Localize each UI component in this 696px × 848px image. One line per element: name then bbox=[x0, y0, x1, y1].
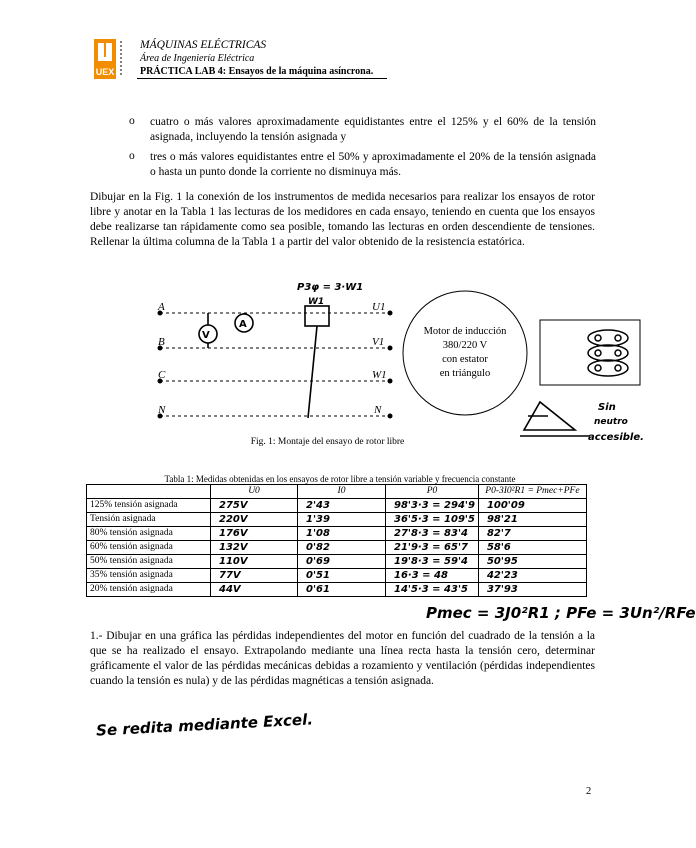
wattmeter-label: W1 bbox=[308, 297, 325, 307]
note-line-2: neutro bbox=[594, 417, 628, 427]
motor-line-3: con estator bbox=[442, 354, 488, 365]
ammeter-label: A bbox=[239, 319, 247, 330]
table-cell: 220V bbox=[211, 513, 298, 527]
handwritten-formula: Pmec = 3J0²R1 ; PFe = 3Un²/RFe bbox=[426, 604, 696, 622]
table-cell: 1'08 bbox=[298, 527, 386, 541]
label-b: B bbox=[158, 336, 165, 348]
table-row bbox=[87, 541, 587, 555]
terminal-box bbox=[540, 320, 640, 385]
table-row bbox=[87, 499, 587, 513]
bullet-marker-1: o bbox=[129, 115, 135, 127]
paragraph-instructions: Dibujar en la Fig. 1 la conexión de los instrumentos de medida necesarios para realizar los ensayos de rotor libre y anotar en la Tabla 1 las lecturas de los medidores en cada ensayo, teniendo en cuenta que los ensayos debe realizarse tan rápidamente como sea posible, tomando las lecturas en orden descendiente de tensiones. Rellenar la última columna de la Tabla 1 a partir del valor obtenido de la resistencia estatórica. bbox=[90, 191, 595, 248]
table-caption: Tabla 1: Medidas obtenidas en los ensayos de rotor libre a tensión variable y frecuencia constante bbox=[164, 474, 516, 484]
table-header: I0 bbox=[298, 485, 386, 499]
table-cell: 77V bbox=[211, 569, 298, 583]
table-cell: 44V bbox=[211, 583, 298, 597]
table-cell: 50'95 bbox=[478, 555, 586, 569]
table-cell: 0'82 bbox=[298, 541, 386, 555]
table-cell: 60% tensión asignada bbox=[87, 541, 211, 555]
table-cell: 80% tensión asignada bbox=[87, 527, 211, 541]
table-cell: 20% tensión asignada bbox=[87, 583, 211, 597]
bullet-1: cuatro o más valores aproximadamente equidistantes entre el 125% y el 60% de la tensión asignada, incluyendo la tensión asignada y bbox=[150, 116, 596, 143]
label-a: A bbox=[158, 301, 165, 313]
table-cell: 1'39 bbox=[298, 513, 386, 527]
label-u1: U1 bbox=[372, 301, 386, 313]
page-number: 2 bbox=[586, 786, 592, 797]
wattmeter-icon bbox=[305, 306, 329, 326]
table-cell: 0'69 bbox=[298, 555, 386, 569]
table-cell: 132V bbox=[211, 541, 298, 555]
table-cell: 176V bbox=[211, 527, 298, 541]
table-cell: 42'23 bbox=[478, 569, 586, 583]
table-cell: 37'93 bbox=[478, 583, 586, 597]
paragraph-task-1: 1.- Dibujar en una gráfica las pérdidas independientes del motor en función del cuadrado de la tensión a la que se ha realizado el ensayo. Extrapolando mediante una línea recta hasta la tensión cero, determinar gráficamente el valor de las pérdidas mecánicas debidas a rozamiento y ventilación (pérdidas independientes cuando la tensión es nula) y de las pérdidas magnéticas a tensión asignada. bbox=[90, 630, 595, 687]
table-cell: Tensión asignada bbox=[87, 513, 211, 527]
table-header-row bbox=[87, 485, 587, 499]
table-cell: 100'09 bbox=[478, 499, 586, 513]
circuit-figure bbox=[0, 278, 655, 443]
delta-sketch-icon bbox=[520, 402, 590, 436]
table-cell: 35% tensión asignada bbox=[87, 569, 211, 583]
practice-topic: : Ensayos de la máquina asíncrona. bbox=[222, 66, 374, 77]
header-practice bbox=[140, 65, 373, 78]
bullet-marker-2: o bbox=[129, 150, 135, 162]
table-cell: 21'9·3 = 65'7 bbox=[386, 541, 479, 555]
note-line-3: accesible. bbox=[588, 432, 644, 443]
table-cell: 27'8·3 = 83'4 bbox=[386, 527, 479, 541]
table-cell: 110V bbox=[211, 555, 298, 569]
table-row bbox=[87, 527, 587, 541]
note-line-1: Sin bbox=[598, 402, 616, 413]
table-row bbox=[87, 569, 587, 583]
motor-circle bbox=[403, 291, 527, 415]
logo-letters: UEX bbox=[95, 67, 115, 77]
voltmeter-label: V bbox=[202, 330, 210, 341]
label-n-right: N bbox=[374, 404, 382, 416]
table-row bbox=[87, 555, 587, 569]
header-title: MÁQUINAS ELÉCTRICAS bbox=[140, 39, 267, 51]
table-cell: 82'7 bbox=[478, 527, 586, 541]
table-cell: 125% tensión asignada bbox=[87, 499, 211, 513]
table-header: U0 bbox=[211, 485, 298, 499]
table-row bbox=[87, 513, 587, 527]
table-cell: 19'8·3 = 59'4 bbox=[386, 555, 479, 569]
motor-line-4: en triángulo bbox=[439, 368, 491, 379]
power-formula: P3φ = 3·W1 bbox=[297, 282, 364, 293]
table-cell: 98'21 bbox=[478, 513, 586, 527]
handwritten-excel-note: Se redita mediante Excel. bbox=[95, 710, 314, 740]
measurements-table bbox=[86, 484, 587, 597]
bullet-2: tres o más valores equidistantes entre el 50% y aproximadamente el 20% de la tensión asignada o hasta un punto donde la corriente no disminuya más. bbox=[150, 151, 596, 178]
table-header: P0-3I0²R1 = Pmec+PFe bbox=[478, 485, 586, 499]
table-cell: 0'61 bbox=[298, 583, 386, 597]
table-row bbox=[87, 583, 587, 597]
motor-line-2: 380/220 V bbox=[442, 340, 488, 351]
table-cell: 36'5·3 = 109'5 bbox=[386, 513, 479, 527]
table-cell: 58'6 bbox=[478, 541, 586, 555]
table-header: P0 bbox=[386, 485, 479, 499]
table-cell: 0'51 bbox=[298, 569, 386, 583]
label-w1: W1 bbox=[372, 369, 387, 381]
table-cell: 98'3·3 = 294'9 bbox=[386, 499, 479, 513]
header-rule bbox=[137, 78, 387, 79]
table-cell: 50% tensión asignada bbox=[87, 555, 211, 569]
practice-label: PRÁCTICA LAB 4 bbox=[140, 66, 223, 77]
label-n-left: N bbox=[158, 404, 166, 416]
label-v1: V1 bbox=[372, 336, 385, 348]
table-cell: 2'43 bbox=[298, 499, 386, 513]
header-area: Área de Ingeniería Eléctrica bbox=[140, 53, 255, 64]
motor-line-1: Motor de inducción bbox=[423, 326, 507, 337]
table-header bbox=[87, 485, 211, 499]
uex-logo bbox=[92, 37, 132, 81]
label-c: C bbox=[158, 369, 166, 381]
table-cell: 14'5·3 = 43'5 bbox=[386, 583, 479, 597]
figure-caption: Fig. 1: Montaje del ensayo de rotor libre bbox=[250, 437, 405, 447]
table-cell: 16·3 = 48 bbox=[386, 569, 479, 583]
table-cell: 275V bbox=[211, 499, 298, 513]
